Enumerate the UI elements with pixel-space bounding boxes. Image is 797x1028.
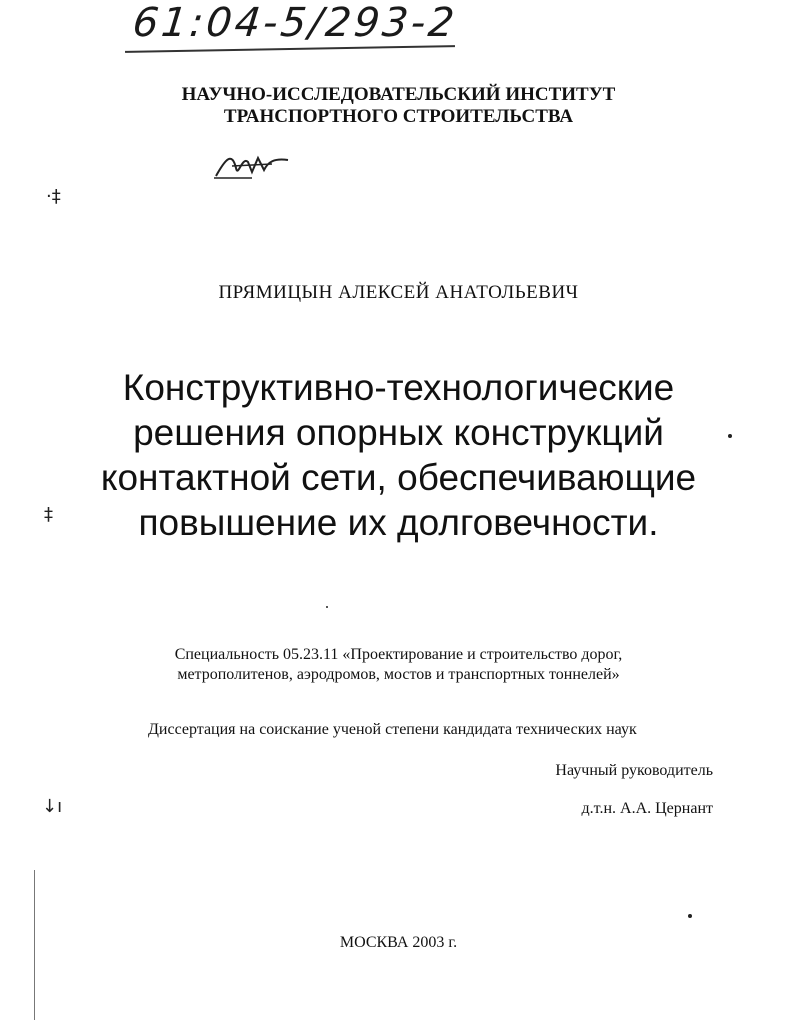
shelfmark-underline — [125, 45, 455, 53]
specialty-line-2: метрополитенов, аэродромов, мостов и транспортных тоннелей» — [177, 666, 620, 683]
title-line-3: контактной сети, обеспечивающие — [100, 457, 697, 498]
supervisor-name: д.т.н. А.А. Цернант — [581, 800, 713, 817]
title-line-2: решения опорных конструкций — [133, 412, 664, 453]
institute-line-2: ТРАНСПОРТНОГО СТРОИТЕЛЬСТВА — [223, 106, 574, 127]
margin-mark-bottom: ↓ı — [42, 796, 63, 817]
specialty — [0, 645, 797, 685]
speck-dot-2 — [688, 914, 692, 918]
margin-mark-top: ·‡ — [46, 186, 61, 207]
institute-name — [0, 84, 797, 128]
title-line-1: Конструктивно-технологические — [122, 367, 675, 408]
title-line-4: повышение их долговечности. — [138, 502, 659, 543]
speck-dot-3 — [326, 606, 328, 608]
dissertation-title — [0, 365, 797, 545]
degree-statement: Диссертация на соискание ученой степени кандидата технических наук — [148, 721, 637, 738]
institute-line-1: НАУЧНО-ИССЛЕДОВАТЕЛЬСКИЙ ИНСТИТУТ — [181, 84, 616, 105]
signature-icon — [212, 148, 292, 182]
specialty-line-1: Специальность 05.23.11 «Проектирование и строительство дорог, — [174, 646, 623, 663]
handwritten-shelfmark: 61:04-5/293-2 — [130, 0, 460, 46]
city-year: МОСКВА 2003 г. — [339, 934, 458, 951]
supervisor-label: Научный руководитель — [555, 762, 713, 779]
margin-mark-middle: ‡ — [44, 504, 53, 525]
author-name: ПРЯМИЦЫН АЛЕКСЕЙ АНАТОЛЬЕВИЧ — [218, 282, 579, 303]
